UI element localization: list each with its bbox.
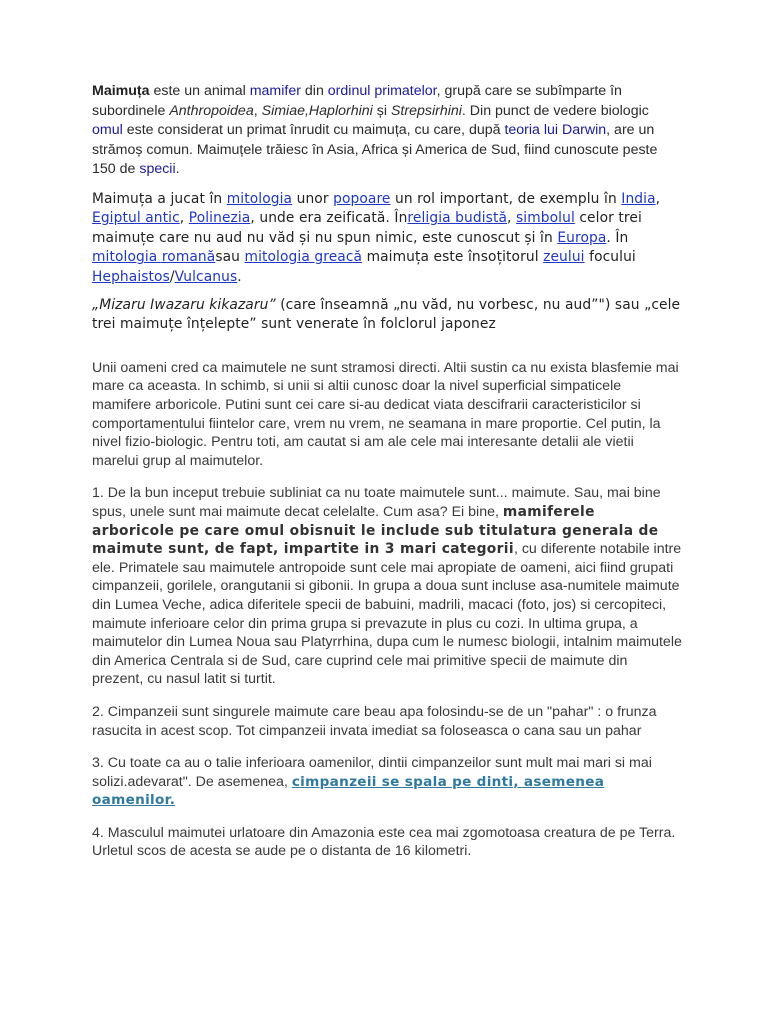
fact-1-highlight: mamiferele arboricole pe care omul obisnuit le include sub titulatura generala de maimute sunt, de fapt, impartite in 3 mari categorii bbox=[92, 503, 659, 558]
intro-body-paragraph: Unii oameni cred ca maimutele ne sunt stramosi directi. Altii sustin ca nu exista blasfemie mai mare ca aceasta. In schimb, si unii si altii cunosc doar la nivel superficial simpaticele mamifere arboricole. Putini sunt cei care si-au dedicat viata descifrarii caracteristicilor si comportamentului fiintelor care, vrem nu vrem, ne seamana in mare proportie. Cel putin, la nivel fizio-biologic. Pentru toti, am cautat si am ale cele mai interesante detalii ale vietii marelui grup al maimutelor. bbox=[92, 359, 679, 469]
japanese-paragraph: „Mizaru Iwazaru kikazaru” (care înseamnă „nu văd, nu vorbesc, nu aud”") sau „cele trei maimuțe înțelepte” sunt venerate în folclorul japonez bbox=[92, 297, 681, 333]
intro-paragraph: Maimuța este un animal mamifer din ordinul primatelor, grupă care se subîmparte în subordinele Anthropoidea, Simiae,Haplorhini și Strepsirhini. Din punct de vedere biologic omul este considerat un primat înrudit cu maimuța, cu care, după teoria lui Darwin, are un strămoș comun. Maimuțele trăiesc în Asia, Africa și America de Sud, fiind cunoscute peste 150 de specii. bbox=[92, 83, 658, 178]
link-teoria-lui-darwin[interactable]: teoria lui Darwin bbox=[504, 122, 607, 139]
link-mitologia[interactable]: mitologia bbox=[226, 190, 293, 207]
mythology-paragraph: Maimuța a jucat în mitologia unor popoare un rol important, de exemplu în India, Egiptul antic, Polinezia, unde era zeificată. Înreligia budistă, simbolul celor trei maimuțe care nu aud nu văd și nu spun nimic, este cunoscut și în Europa. În mitologia romanăsau mitologia greacă maimuța este însoțitorul zeului focului Hephaistos/Vulcanus. bbox=[92, 190, 661, 285]
document-page bbox=[92, 82, 682, 861]
link-ordinul-primatelor[interactable]: ordinul primatelor bbox=[327, 83, 437, 99]
fact-4-paragraph: 4. Masculul maimutei urlatoare din Amazonia este cea mai zgomotoasa creatura de pe Terra. Urletul scos de acesta se aude pe o distanta de 16 kilometri. bbox=[92, 824, 676, 860]
fact-3-paragraph: 3. Cu toate ca au o talie inferioara oamenilor, dintii cimpanzeilor sunt mult mai mari si mai solizi.adevarat". De asemenea, cimpanzeii se spala pe dinti, asemenea oamenilor. bbox=[92, 755, 652, 809]
link-vulcanus[interactable]: Vulcanus bbox=[174, 268, 238, 285]
link-simbolul[interactable]: simbolul bbox=[516, 210, 575, 227]
link-omul[interactable]: omul bbox=[92, 122, 123, 139]
link-hephaistos[interactable]: Hephaistos bbox=[92, 268, 170, 285]
link-polinezia[interactable]: Polinezia bbox=[188, 210, 251, 227]
link-mitologia-romana[interactable]: mitologia romană bbox=[92, 249, 216, 266]
link-mamifer[interactable]: mamifer bbox=[249, 83, 301, 99]
link-zeului[interactable]: zeului bbox=[543, 249, 585, 266]
link-europa[interactable]: Europa bbox=[557, 229, 607, 246]
link-mitologia-greaca[interactable]: mitologia greacă bbox=[244, 249, 363, 266]
link-religia-budista[interactable]: religia budistă bbox=[407, 210, 508, 227]
fact-2-paragraph: 2. Cimpanzeii sunt singurele maimute care beau apa folosindu-se de un "pahar" : o frunza rasucita in acest scop. Tot cimpanzeii invata imediat sa foloseasca o cana sau un pahar bbox=[92, 703, 657, 739]
link-cimpanzeii-se-spala[interactable]: cimpanzeii se spala pe dinti, asemenea oamenilor. bbox=[92, 773, 605, 809]
title-word: Maimuța bbox=[92, 83, 150, 99]
link-india[interactable]: India bbox=[621, 190, 656, 207]
japanese-phrase: „Mizaru Iwazaru kikazaru” bbox=[92, 297, 276, 313]
link-popoare[interactable]: popoare bbox=[333, 190, 391, 207]
link-specii[interactable]: specii bbox=[139, 161, 176, 178]
link-egiptul-antic[interactable]: Egiptul antic bbox=[92, 210, 180, 227]
fact-1-paragraph: 1. De la bun inceput trebuie subliniat ca nu toate maimutele sunt... maimute. Sau, mai bine spus, unele sunt mai maimute decat celelalte. Cum asa? Ei bine, mamiferele arboricole pe care omul obisnuit le include sub titulatura generala de maimute sunt, de fapt, impartite in 3 mari categorii, cu diferente notabile intre ele. Primatele sau maimutele antropoide sunt cele mai apropiate de oameni, aici fiind grupati cimpanzeii, gorilele, orangutanii si gibonii. In grupa a doua sunt incluse asa-numitele maimute din Lumea Veche, adica diferitele specii de babuini, madrili, macaci (foto, jos) si cercopiteci, maimute inferioare celor din prima grupa si prevazute in plus cu cozi. In ultima grupa, a maimutelor din Lumea Noua sau Platyrrhina, dupa cum le numesc biologii, intalnim maimutele din America Centrala si de Sud, care cuprind cele mai primitive specii de maimute din prezent, cu nasul latit si turtit. bbox=[92, 485, 682, 688]
